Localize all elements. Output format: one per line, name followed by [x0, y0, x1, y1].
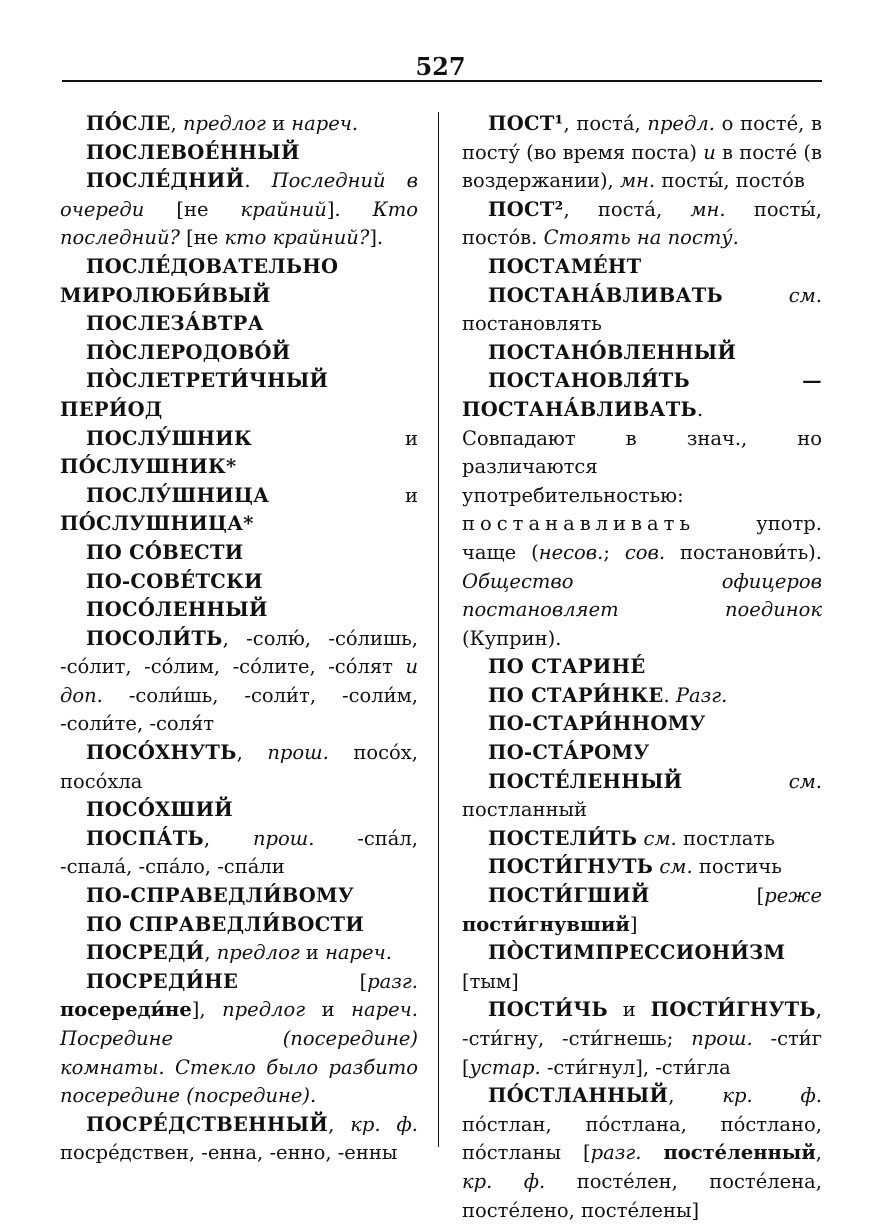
entry-text: прош.: [267, 741, 329, 765]
entry-headword: ПОСТ¹: [488, 112, 564, 135]
entry-text: ,: [203, 826, 253, 850]
entry-text: нареч.: [325, 941, 392, 965]
entry-headword: ПОСОЛИ́ТЬ: [86, 626, 223, 650]
entry-headword: ПО СПРАВЕДЛИ́ВОСТИ: [86, 912, 365, 936]
entry-text: предл.: [647, 112, 715, 135]
entry-text: , -солю́, -со́лишь, -со́лит, -со́лим, -со́лите, -со́лят: [60, 626, 418, 679]
entry-text: и доп.: [60, 655, 418, 707]
entry-text: реже: [764, 884, 822, 908]
entry-text: , поста́,: [563, 112, 648, 135]
entry-text: прош.: [691, 1027, 753, 1050]
entry-headword: ПОСЛЕ́ДОВАТЕЛЬНО МИРОЛЮБИ́ВЫЙ: [60, 254, 339, 307]
entry-text: -спа́л, -спала́, -спа́ло, -спа́ли: [60, 826, 418, 879]
dictionary-entry: [60, 253, 418, 310]
entry-text: Последний в очереди: [60, 169, 418, 221]
entry-text: , -сти́гну, -сти́гнешь;: [462, 998, 822, 1050]
entry-text: -соли́шь, -соли́т, -соли́м, -соли́те, -соля́т: [60, 683, 418, 736]
entry-headword: ПОСРЕДИ́НЕ: [86, 969, 239, 993]
page-number: 527: [415, 52, 466, 81]
dictionary-entry: [60, 110, 418, 139]
entry-headword: ПОСТИ́ГШИЙ: [488, 884, 650, 908]
entry-text: см.: [659, 855, 693, 879]
entry-text: кр. ф.: [350, 1112, 418, 1136]
entry-text: прош.: [252, 826, 315, 850]
entry-text: Кто последний?: [60, 197, 418, 250]
dictionary-entry: [60, 796, 418, 825]
entry-text: ]: [629, 912, 638, 936]
entry-headword: ПО̀СТИМПРЕССИОНИ́ЗМ: [488, 941, 786, 965]
entry-text: и: [269, 483, 418, 507]
dictionary-entry: [60, 482, 418, 539]
dictionary-entry: [462, 939, 822, 996]
dictionary-entry: [60, 339, 418, 368]
entry-headword: ПОСРЕ́ДСТВЕННЫЙ: [86, 1112, 329, 1136]
entry-text: сов.: [624, 540, 666, 564]
entry-text: .: [663, 683, 676, 707]
entry-text: см.: [643, 826, 677, 850]
entry-headword: ПОСТАМЕ́НТ: [488, 254, 642, 278]
entry-headword: ПОСТИ́ГНУТЬ: [488, 855, 654, 879]
entry-text: -сти́г [: [462, 1027, 822, 1079]
entry-text: см.: [788, 769, 822, 793]
entry-text: устар.: [469, 1055, 541, 1079]
entry-text: употр. чаще (: [462, 512, 822, 564]
entry-text: мн.: [619, 169, 656, 193]
entry-headword: ПО СО́ВЕСТИ: [86, 540, 244, 564]
dictionary-entry: [462, 853, 822, 882]
entry-headword: ПО-СТАРИ́ННОМУ: [488, 712, 706, 736]
entry-text: и: [299, 941, 326, 965]
entry-text: посереди́не: [60, 998, 192, 1022]
entry-text: [723, 284, 789, 307]
entry-text: ;: [603, 540, 625, 564]
entry-headword: ПО̀СЛЕТРЕТИ́ЧНЫЙ ПЕРИ́ОД: [60, 369, 329, 421]
entry-text: посо́х, посо́хла: [60, 741, 418, 793]
dictionary-entry: [462, 339, 822, 368]
entry-text: о посте́, в посту́ (во время поста): [462, 112, 822, 164]
entry-text: Стоять на посту́.: [543, 226, 739, 250]
entry-text: в посте́ (в воздержании),: [462, 140, 822, 193]
dictionary-entry: [462, 710, 822, 739]
dictionary-entry: [60, 425, 418, 482]
entry-headword: ПО́СТЛАННЫЙ: [488, 1084, 669, 1108]
entry-text: пости́гнувший: [462, 912, 630, 936]
entry-text: ,: [236, 741, 268, 765]
dictionary-entry: [462, 196, 822, 253]
dictionary-entry: [60, 167, 418, 253]
entry-text: по́стлан, по́стлана, по́стлано, по́стланы [: [462, 1112, 822, 1165]
right-column: [462, 110, 822, 1225]
entry-headword: ПО̀СЛЕРОДОВО́Й: [86, 340, 291, 364]
dictionary-entry: [60, 625, 418, 739]
entry-headword: ПОСТАНОВЛЯ́ТЬ — ПОСТАНА́ВЛИВАТЬ: [462, 369, 822, 421]
entry-text: .: [244, 169, 272, 193]
entry-headword: ПО́СЛЕ: [86, 112, 171, 135]
entry-headword: ПО-СТА́РОМУ: [488, 741, 650, 765]
entry-text: постановлять: [462, 312, 602, 336]
entry-text: постлать: [676, 826, 775, 850]
entry-text: кр. ф.: [722, 1084, 822, 1108]
entry-headword: ПОСТИ́ГНУТЬ: [650, 998, 816, 1022]
entry-headword: ПОСЛУ́ШНИК: [86, 426, 253, 450]
entry-text: посты́, посто́в.: [462, 197, 822, 250]
dictionary-entry: [462, 739, 822, 768]
entry-text: и: [265, 112, 292, 135]
entry-text: кто крайний?: [224, 226, 370, 250]
entry-text: ,: [328, 1112, 351, 1136]
dictionary-entry: [462, 1082, 822, 1225]
entry-text: ].: [369, 226, 384, 250]
entry-text: (Куприн).: [462, 626, 562, 650]
entry-headword: ПО-СОВЕ́ТСКИ: [86, 569, 263, 593]
dictionary-entry: [60, 310, 418, 339]
entry-text: [641, 1141, 663, 1164]
entry-text: и: [305, 998, 352, 1022]
column-divider: [438, 112, 439, 1147]
entry-text: разг.: [590, 1141, 642, 1165]
entry-text: -сти́гнул], -сти́гла: [540, 1055, 731, 1079]
entry-text: постанавливать: [462, 512, 696, 536]
dictionary-entry: [462, 282, 822, 339]
entry-text: ,: [170, 112, 183, 135]
entry-text: , поста́,: [563, 197, 691, 221]
entry-headword: ПОСТАНА́ВЛИВАТЬ: [488, 283, 723, 307]
entry-headword: ПОСПА́ТЬ: [86, 826, 204, 850]
entry-text: нареч.: [291, 112, 359, 135]
dictionary-entry: [462, 768, 822, 825]
dictionary-entry: [462, 825, 822, 854]
entry-headword: ПОСТЕ́ЛЕННЫЙ: [488, 769, 683, 793]
entry-headword: ПО́СЛУШНИК*: [60, 455, 237, 479]
entry-text: и: [607, 998, 651, 1022]
entry-headword: ПОСРЕДИ́: [86, 941, 205, 965]
entry-text: см.: [788, 283, 822, 307]
dictionary-entry: [462, 253, 822, 282]
dictionary-entry: [60, 139, 418, 168]
dictionary-entry: [462, 367, 822, 653]
dictionary-entry: [462, 682, 822, 711]
entry-text: ,: [668, 1084, 723, 1108]
entry-text: посте́лен, посте́лена, посте́лено, посте́лены]: [462, 1169, 822, 1222]
dictionary-entry: [60, 825, 418, 882]
dictionary-entry: [462, 653, 822, 682]
entry-text: посре́дствен, -енна, -енно, -енны: [60, 1141, 398, 1165]
dictionary-entry: [60, 911, 418, 940]
header-rule: [62, 80, 822, 82]
entry-headword: ПОСТИ́ЧЬ: [488, 998, 608, 1022]
dictionary-entry: [60, 1111, 418, 1168]
entry-text: нареч. Посредине (посередине) комнаты. Стекло было разбито посередине (посредине).: [60, 998, 418, 1108]
entry-text: предлог: [222, 998, 306, 1022]
entry-text: Общество офицеров постановляет поединок: [462, 569, 822, 622]
entry-headword: ПОСО́ХНУТЬ: [86, 741, 237, 765]
entry-headword: ПОСТ²: [488, 197, 564, 221]
entry-text: [: [238, 969, 368, 993]
entry-text: посты́, посто́в: [655, 169, 805, 193]
entry-headword: ПОСО́ХШИЙ: [86, 798, 234, 822]
entry-headword: ПОСЛУ́ШНИЦА: [86, 483, 270, 507]
dictionary-entry: [60, 596, 418, 625]
dictionary-entry: [60, 568, 418, 597]
entry-headword: ПО СТАРИ́НКЕ: [488, 683, 664, 707]
entry-text: постланный: [462, 798, 587, 822]
entry-headword: ПО́СЛУШНИЦА*: [60, 512, 254, 536]
entry-text: ,: [815, 1141, 822, 1165]
entry-text: ],: [191, 998, 223, 1022]
entry-headword: ПО СТАРИНЕ́: [488, 655, 646, 679]
entry-headword: ПОСЛЕВОЕ́ННЫЙ: [86, 140, 300, 164]
dictionary-entry: [60, 539, 418, 568]
entry-text: кр. ф.: [462, 1169, 546, 1193]
entry-text: и: [252, 426, 418, 450]
entry-text: мн.: [690, 197, 726, 221]
entry-text: предлог: [216, 941, 300, 965]
left-column: [60, 110, 418, 1168]
dictionary-entry: [60, 968, 418, 1111]
entry-text: Разг.: [675, 683, 728, 707]
dictionary-entry: [462, 996, 822, 1082]
entry-text: разг.: [367, 969, 418, 993]
dictionary-entry: [60, 739, 418, 796]
dictionary-entry: [60, 882, 418, 911]
entry-headword: ПО-СПРАВЕДЛИ́ВОМУ: [86, 884, 355, 908]
dictionary-entry: [462, 882, 822, 939]
entry-headword: ПОСО́ЛЕННЫЙ: [86, 598, 268, 622]
entry-text: несов.: [538, 540, 604, 564]
entry-text: посте́ленный: [663, 1141, 816, 1165]
entry-text: [не: [144, 197, 241, 221]
entry-headword: ПОСТЕЛИ́ТЬ: [488, 826, 638, 850]
entry-text: [не: [179, 226, 225, 250]
entry-text: ,: [204, 941, 217, 965]
dictionary-entry: [60, 367, 418, 424]
entry-text: постичь: [692, 855, 782, 879]
entry-text: [тым]: [462, 969, 519, 993]
entry-headword: ПОСЛЕ́ДНИЙ: [86, 169, 245, 193]
dictionary-entry: [462, 110, 822, 196]
entry-text: и: [703, 140, 716, 164]
dictionary-entry: [60, 939, 418, 968]
entry-text: [682, 770, 788, 793]
entry-headword: ПОСЛЕЗА́ВТРА: [86, 312, 264, 336]
entry-headword: ПОСТАНО́ВЛЕННЫЙ: [488, 340, 737, 364]
entry-text: ].: [326, 197, 373, 221]
entry-text: . Совпадают в знач., но различаются употребительностью:: [462, 397, 822, 507]
entry-text: [: [649, 884, 765, 908]
entry-text: предлог: [182, 112, 266, 135]
entry-text: постанови́ть).: [665, 540, 822, 564]
entry-text: крайний: [240, 197, 327, 221]
